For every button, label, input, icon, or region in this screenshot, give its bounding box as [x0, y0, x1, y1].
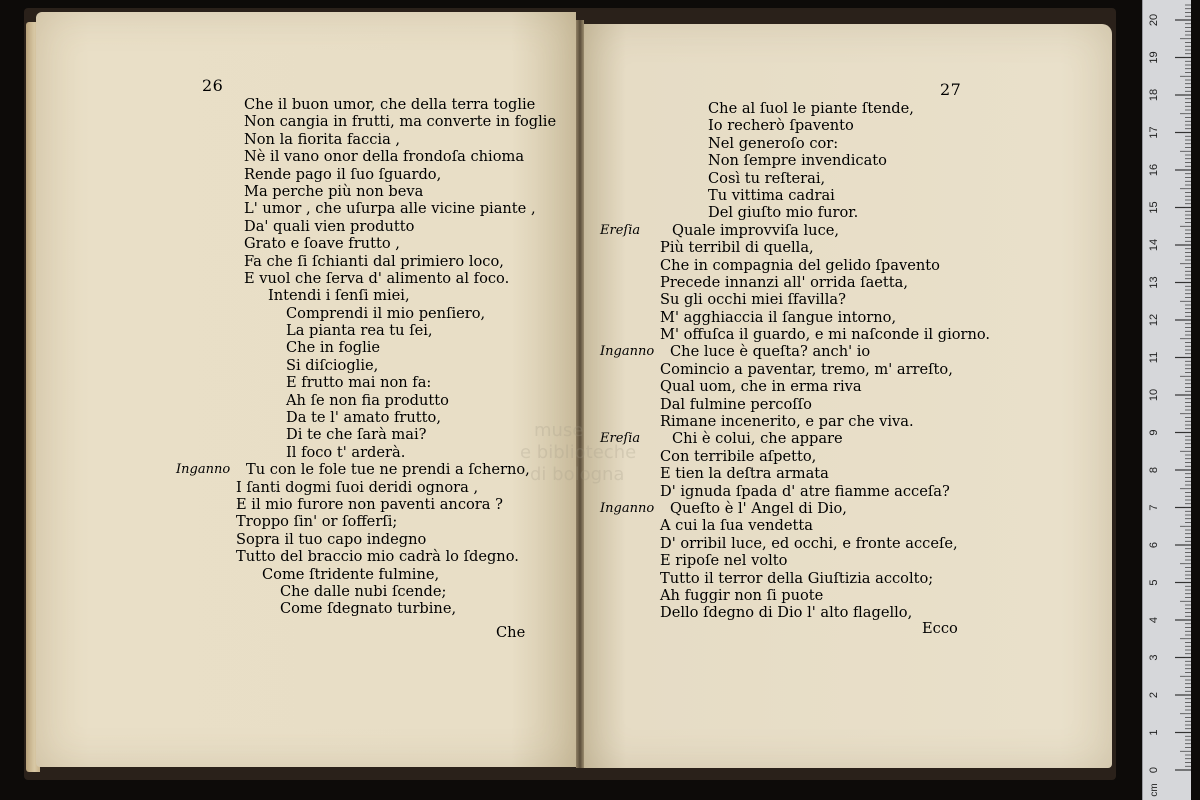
verse-text: L' umor , che uſurpa alle vicine piante , — [244, 200, 536, 218]
speaker-name: Ereſia — [600, 222, 641, 238]
ruler-label: 0 — [1148, 766, 1160, 774]
verse-text: Si diſcioglie, — [286, 356, 379, 374]
ruler-label: 10 — [1148, 388, 1160, 402]
ruler-label: 13 — [1148, 276, 1160, 289]
speaker-name: Ereſia — [600, 431, 641, 447]
verse-text: Non la fiorita faccia , — [244, 130, 401, 148]
verse-text: E vuol che ſerva d' alimento al foco. — [244, 269, 510, 287]
verse-text: Che in foglie — [286, 339, 381, 357]
verse-text: Tu vittima cadrai — [708, 186, 835, 204]
ruler-label: 8 — [1148, 466, 1160, 474]
verse-text: Di te che ſarà mai? — [286, 426, 427, 444]
verse-text: M' offuſca il guardo, e mi naſconde il giorno. — [660, 326, 991, 344]
ruler-label: 17 — [1148, 126, 1160, 139]
right-catchword: Ecco — [922, 620, 958, 637]
verse-text: Rimane incenerito, e par che viva. — [660, 413, 914, 431]
verse-text: Ah fuggir non ſi puote — [660, 586, 824, 604]
verse-text: Tutto il terror della Giuſtizia accolto; — [660, 569, 934, 587]
verse-text: E tien la deſtra armata — [660, 465, 829, 483]
ruler-label: 4 — [1148, 616, 1160, 624]
ruler-label: 7 — [1148, 504, 1160, 511]
watermark-line: muse — [534, 420, 584, 441]
ruler-label: 9 — [1148, 429, 1160, 436]
verse-text: Quale improvviſa luce, — [672, 221, 840, 239]
verse-text: Da' quali vien produtto — [244, 217, 415, 235]
ruler-unit: cm — [1149, 783, 1160, 797]
ruler-label: 19 — [1148, 51, 1160, 64]
verse-text: D' ignuda ſpada d' atre fiamme acceſa? — [660, 482, 950, 500]
ruler-label: 18 — [1148, 88, 1160, 102]
verse-text: Come ſdegnato turbine, — [280, 600, 457, 618]
speaker-name: Inganno — [600, 500, 655, 516]
ruler-label: 14 — [1148, 238, 1160, 252]
verse-text: Non cangia in frutti, ma converte in foglie — [244, 113, 557, 131]
verse-text: Queſto è l' Angel di Dio, — [670, 499, 847, 517]
ruler-label: 16 — [1148, 163, 1160, 177]
verse-text: Precede innanzi all' orrida ſaetta, — [660, 273, 909, 291]
verse-text: Dal fulmine percoſſo — [660, 395, 812, 413]
verse-text: Sopra il tuo capo indegno — [236, 530, 427, 548]
watermark-line: e biblioteche — [520, 442, 637, 463]
verse-text: Che dalle nubi ſcende; — [280, 582, 447, 600]
ruler-label: 2 — [1148, 691, 1160, 699]
verse-text: Qual uom, che in erma riva — [660, 378, 862, 396]
verse-text: Che il buon umor, che della terra toglie — [244, 96, 536, 113]
right-page-number: 27 — [940, 80, 962, 99]
verse-text: Grato e ſoave frutto , — [244, 235, 400, 253]
verse-text: A cui la ſua vendetta — [660, 517, 813, 535]
verse-text: I ſanti dogmi ſuoi deridi ognora , — [236, 478, 479, 496]
verse-text: Non ſempre invendicato — [708, 152, 887, 170]
verse-text: Nè il vano onor della frondoſa chioma — [244, 148, 525, 166]
watermark-line: di bologna — [530, 464, 625, 485]
ruler-label: 5 — [1148, 579, 1160, 586]
verse-text: Che luce è queſta? anch' io — [670, 343, 871, 361]
verse-text: Comprendi il mio penſiero, — [286, 304, 486, 322]
speaker-name: Inganno — [600, 344, 655, 360]
verse-text: Da te l' amato frutto, — [286, 409, 441, 427]
verse-text: Nel generoſo cor: — [708, 134, 839, 152]
verse-text: La pianta rea tu ſei, — [286, 322, 433, 340]
verse-text: Dello ſdegno di Dio l' alto flagello, — [660, 604, 913, 622]
verse-text: Ah ſe non fia produtto — [286, 391, 449, 409]
verse-text: Intendi i ſenſi miei, — [268, 287, 410, 305]
ruler-label: 6 — [1148, 541, 1160, 549]
verse-text: Ma perche più non beva — [244, 182, 424, 200]
ruler-label: 11 — [1148, 351, 1160, 364]
verse-text: Comincio a paventar, tremo, m' arreſto, — [660, 360, 953, 378]
ruler-label: 12 — [1148, 313, 1160, 327]
verse-text: Io recherò ſpavento — [708, 117, 854, 135]
verse-text: Troppo ſin' or ſofferſi; — [236, 513, 398, 531]
ruler-label: 20 — [1148, 13, 1160, 27]
verse-text: M' agghiaccia il ſangue intorno, — [660, 308, 897, 326]
verse-text: Che al ſuol le piante ſtende, — [708, 100, 914, 117]
left-catchword: Che — [496, 624, 526, 641]
verse-text: Del giuſto mio furor. — [708, 204, 859, 222]
verse-text: Come ſtridente fulmine, — [262, 565, 440, 583]
verse-text: Così tu reſterai, — [708, 169, 826, 187]
verse-text: E il mio furore non paventi ancora ? — [236, 495, 503, 513]
verse-text: Chi è colui, che appare — [672, 430, 843, 448]
verse-text: E frutto mai non fa: — [286, 374, 432, 392]
left-page-number: 26 — [202, 76, 224, 95]
verse-text: Su gli occhi miei ſfavilla? — [660, 291, 846, 309]
verse-text: D' orribil luce, ed occhi, e fronte acceſe, — [660, 534, 958, 552]
measuring-ruler — [1142, 0, 1191, 800]
verse-text: Tu con le fole tue ne prendi a ſcherno, — [246, 461, 530, 479]
verse-text: Con terribile aſpetto, — [660, 447, 817, 465]
book-gutter — [576, 20, 584, 768]
verse-text: E ripoſe nel volto — [660, 552, 788, 570]
verse-text: Che in compagnia del gelido ſpavento — [660, 256, 940, 274]
verse-text: Tutto del braccio mio cadrà lo ſdegno. — [236, 548, 519, 566]
speaker-name: Inganno — [176, 462, 231, 478]
verse-text: Il foco t' arderà. — [286, 443, 406, 461]
verse-text: Rende pago il ſuo ſguardo, — [244, 165, 442, 183]
verse-text: Fa che ſi ſchianti dal primiero loco, — [244, 252, 504, 270]
ruler-scale — [1143, 0, 1191, 800]
verse-text: Più terribil di quella, — [660, 239, 814, 257]
ruler-label: 15 — [1148, 201, 1160, 214]
ruler-label: 1 — [1148, 729, 1160, 736]
ruler-label: 3 — [1148, 654, 1160, 661]
